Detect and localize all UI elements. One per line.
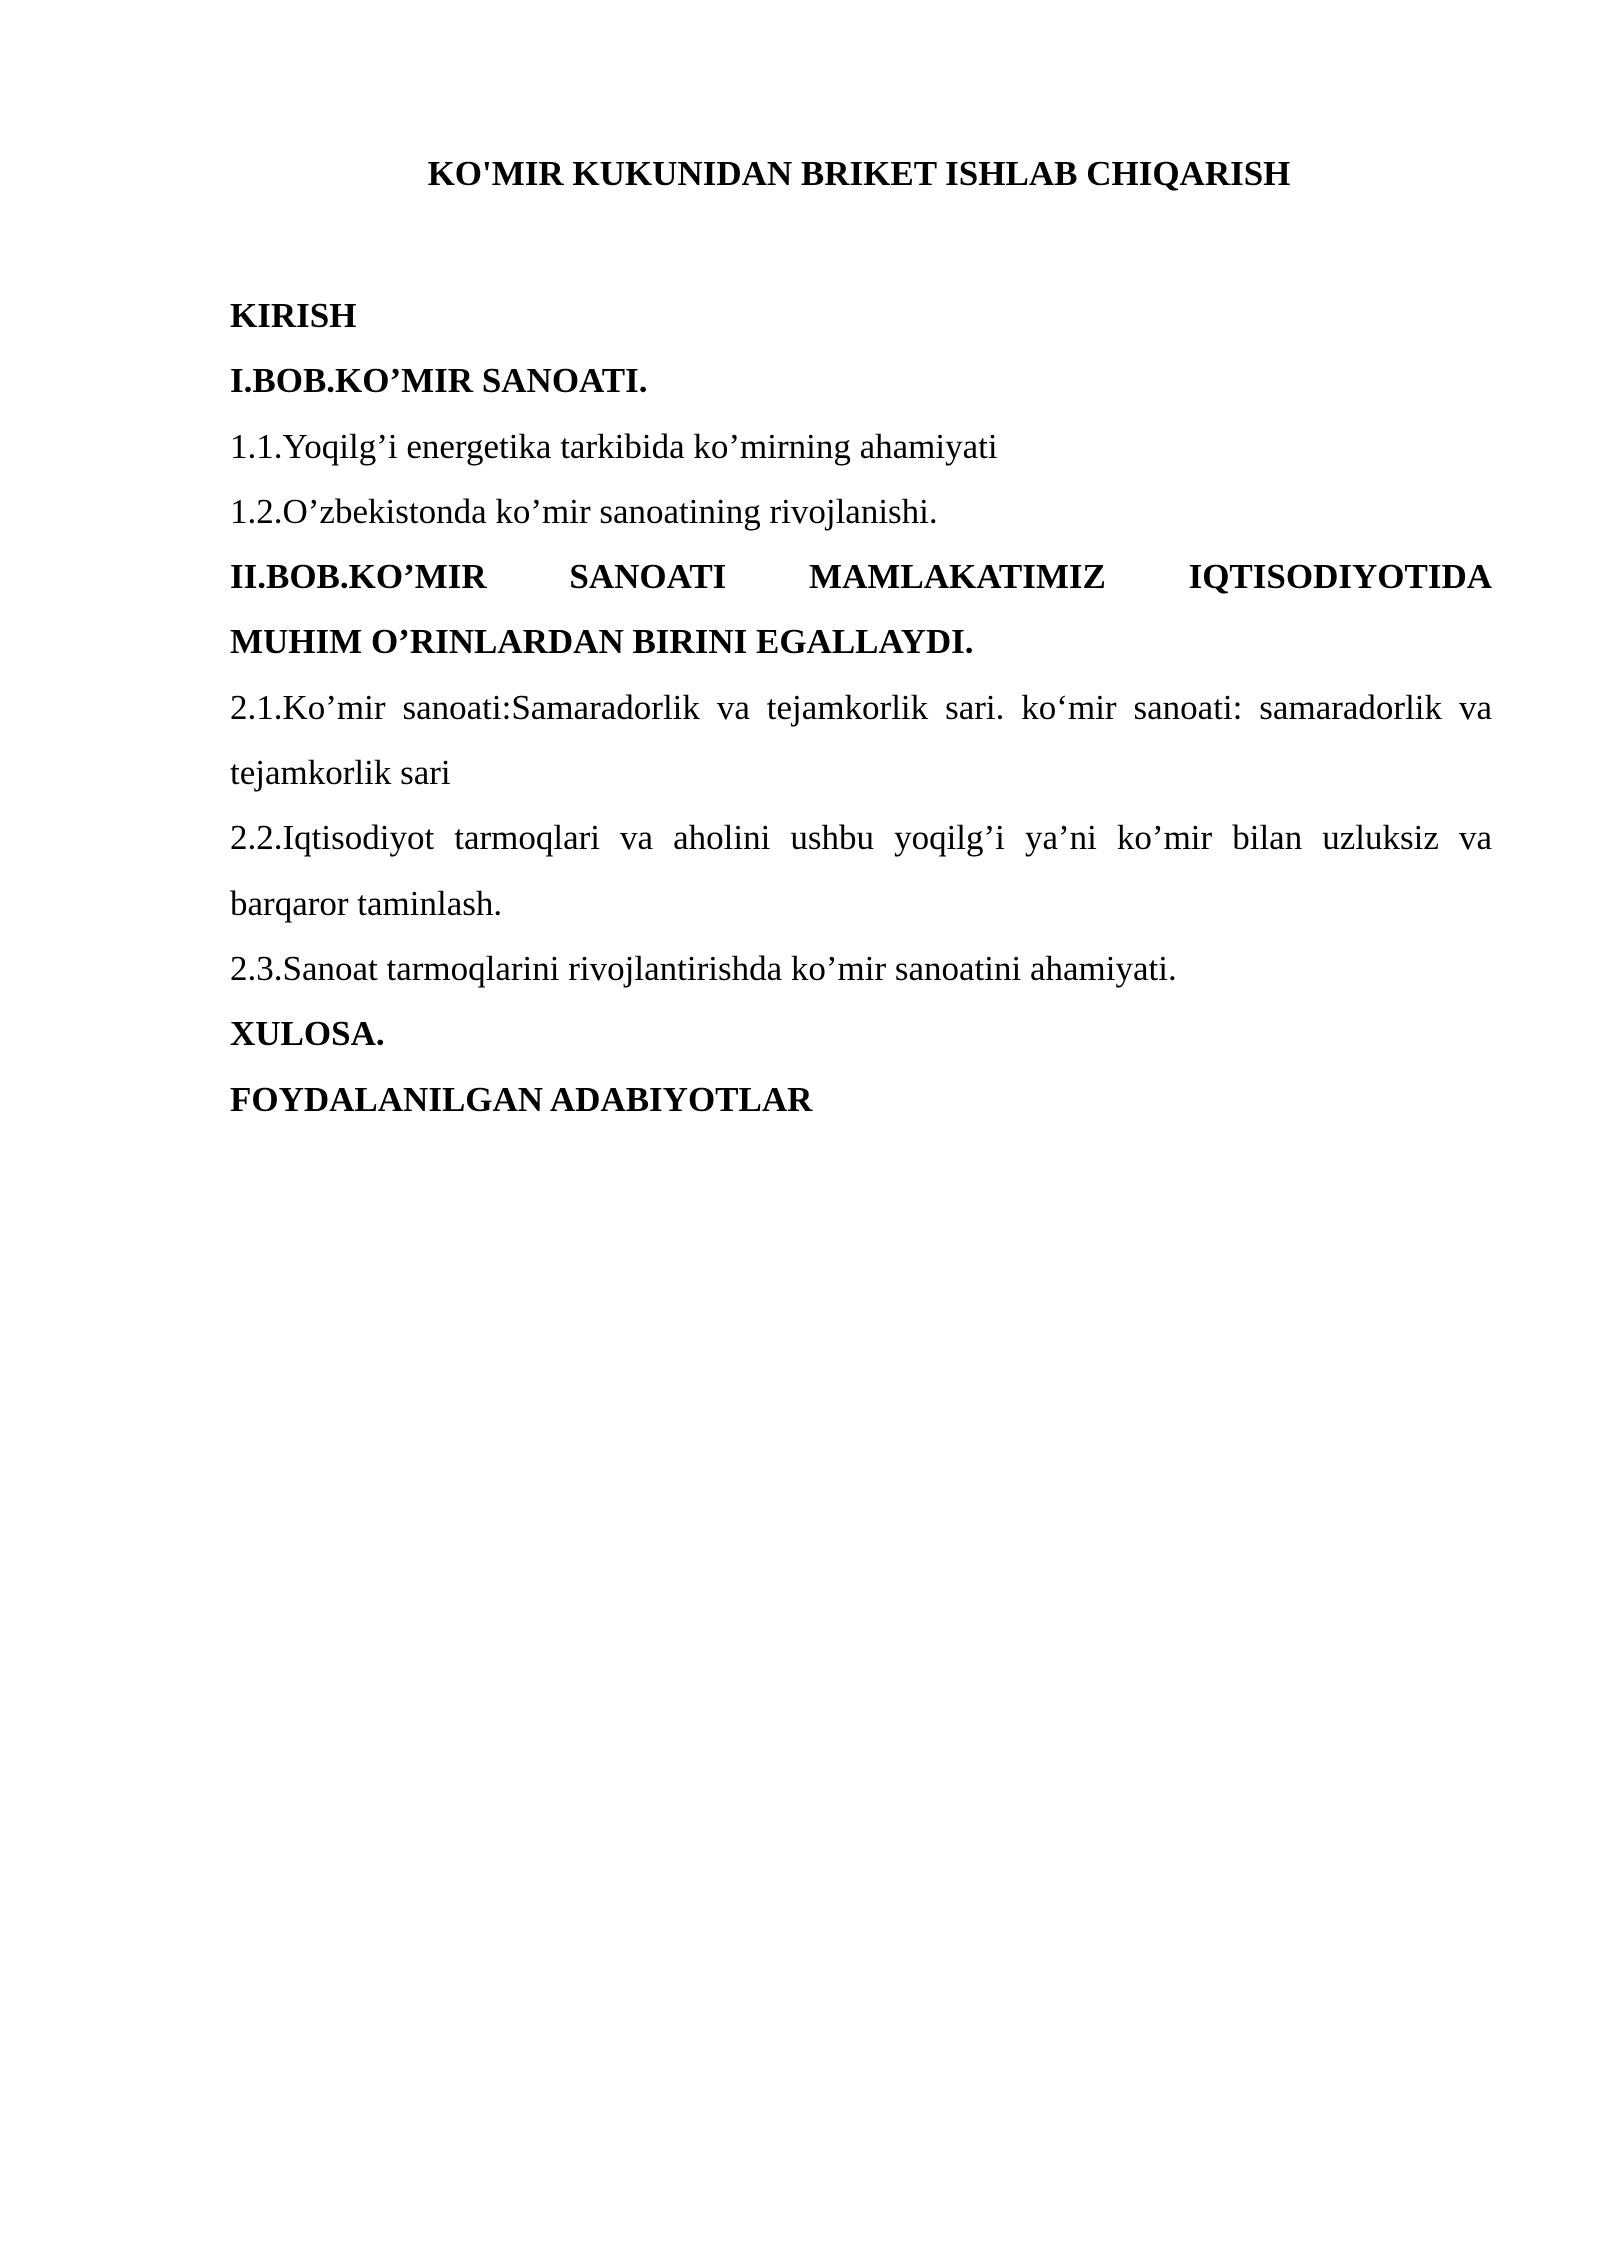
table-of-contents: [230, 283, 1492, 1132]
toc-item-chapter-2: [230, 544, 1492, 675]
toc-item-xulosa: XULOSA.: [230, 1014, 385, 1054]
toc-item-chapter-2-line-2: MUHIM O’RINLARDAN BIRINI EGALLAYDI.: [230, 622, 974, 662]
toc-item-chapter-2-line-1: II.BOB.KO’MIR SANOATI MAMLAKATIMIZ IQTISODIYOTIDA: [230, 557, 1492, 597]
toc-item-2-3: 2.3.Sanoat tarmoqlarini rivojlantirishda ko’mir sanoatini ahamiyati.: [230, 948, 1177, 988]
toc-item-2-2: 2.2.Iqtisodiyot tarmoqlari va aholini ushbu yoqilg’i ya’ni ko’mir bilan uzluksiz va barqaror taminlash.: [230, 818, 1492, 923]
toc-item-2-1: 2.1.Ko’mir sanoati:Samaradorlik va tejamkorlik sari. ko‘mir sanoati: samaradorlik va tejamkorlik sari: [230, 687, 1492, 793]
toc-item-kirish: KIRISH: [230, 296, 357, 335]
document-title: KO'MIR KUKUNIDAN BRIKET ISHLAB CHIQARISH: [427, 154, 1291, 193]
toc-item-1-2: 1.2.O’zbekistonda ko’mir sanoatining rivojlanishi.: [230, 491, 938, 531]
toc-item-1-1: 1.1.Yoqilg’i energetika tarkibida ko’mirning ahamiyati: [230, 426, 998, 466]
toc-item-chapter-1: I.BOB.KO’MIR SANOATI.: [230, 361, 648, 401]
toc-item-references: FOYDALANILGAN ADABIYOTLAR: [230, 1079, 813, 1119]
